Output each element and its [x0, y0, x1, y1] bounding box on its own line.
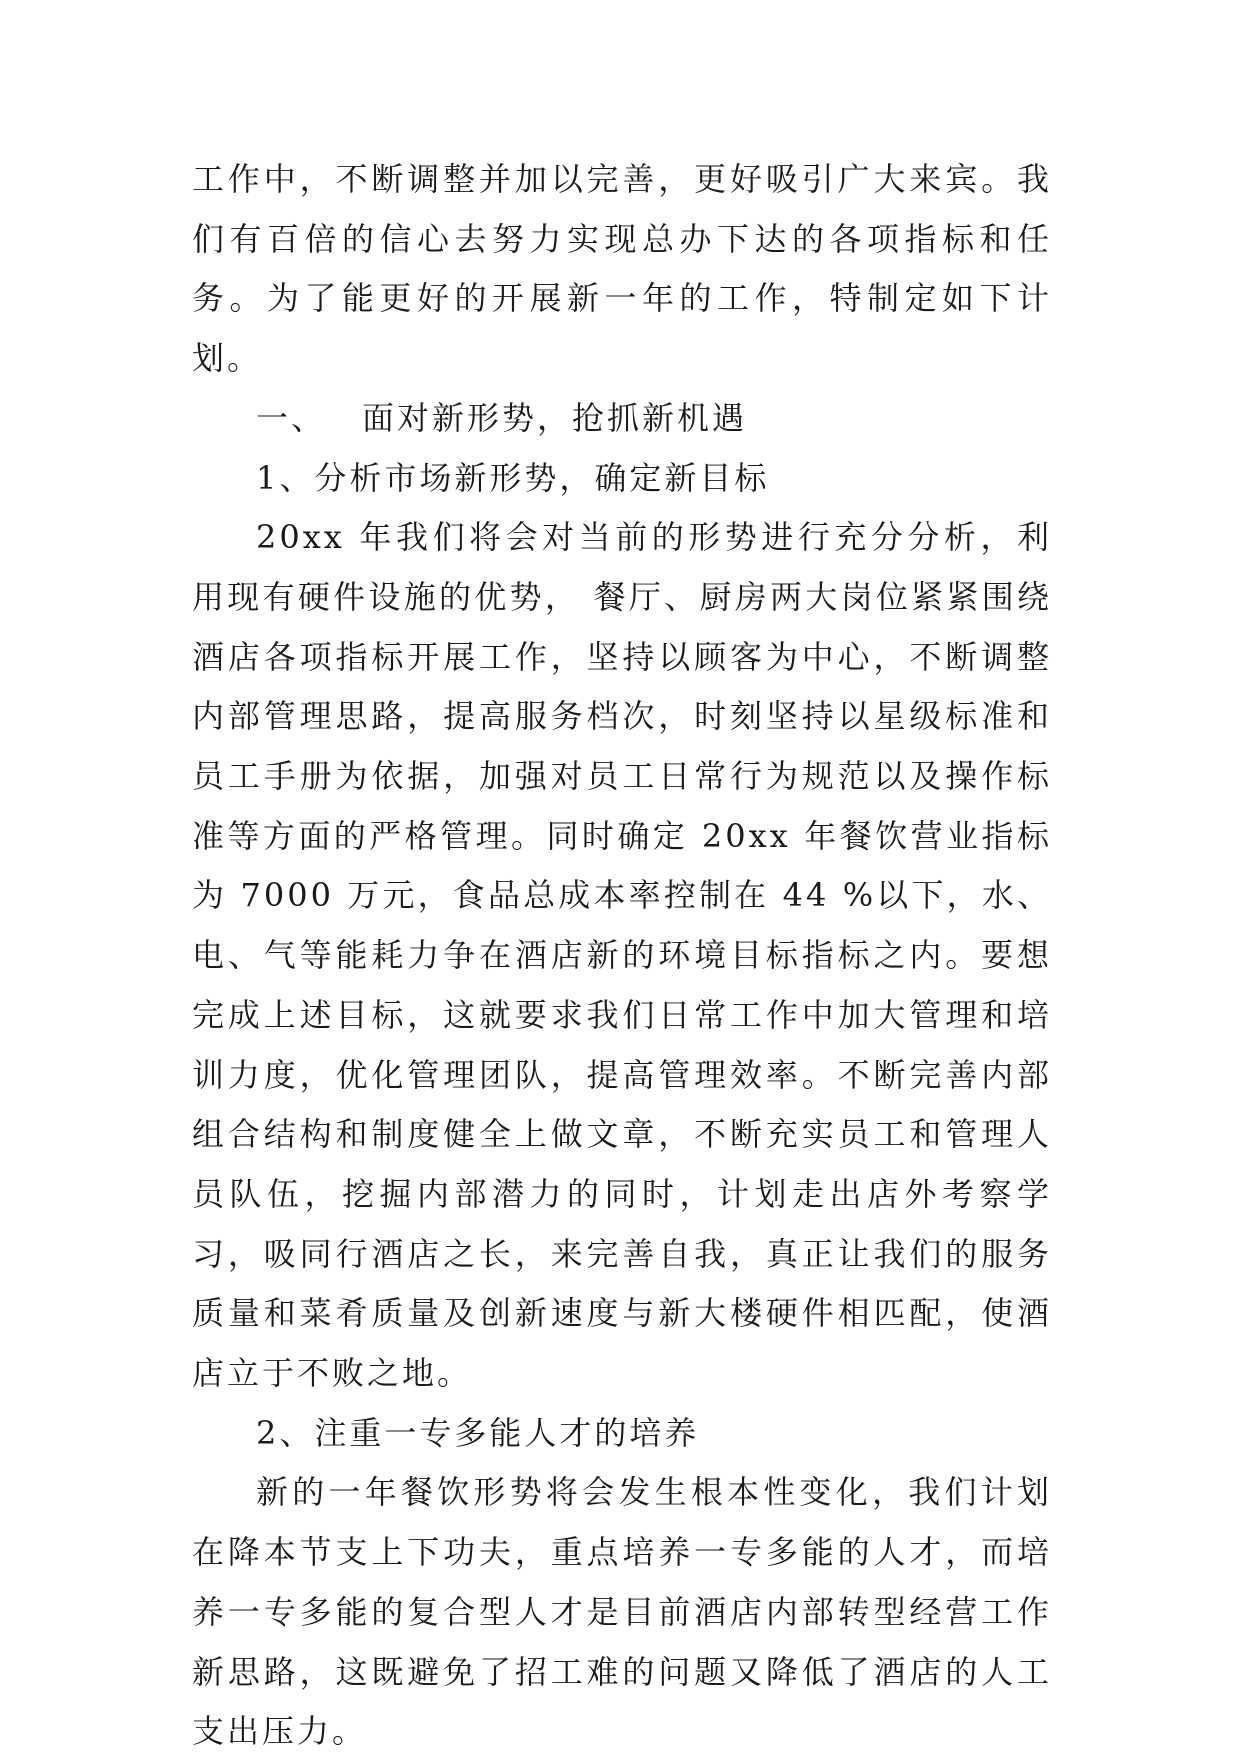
section-heading-1	[192, 389, 1052, 449]
document-body	[192, 150, 1052, 1762]
body-paragraph-market: 20xx 年我们将会对当前的形势进行充分分析，利用现有硬件设施的优势， 餐厅、厨房两大岗位紧紧围绕酒店各项指标开展工作，坚持以顾客为中心，不断调整内部管理思路，提高服务档次，时刻坚持以星级标准和员工手册为依据，加强对员工日常行为规范以及操作标准等方面的严格管理。同时确定 20xx 年餐饮营业指标为 7000 万元，食品总成本率控制在 44 %以下，水、电、气等能耗力争在酒店新的环境目标指标之内。要想完成上述目标，这就要求我们日常工作中加大管理和培训力度，优化管理团队，提高管理效率。不断完善内部组合结构和制度健全上做文章，不断充实员工和管理人员队伍，挖掘内部潜力的同时，计划走出店外考察学习，吸同行酒店之长，来完善自我，真正让我们的服务质量和菜肴质量及创新速度与新大楼硬件相匹配，使酒店立于不败之地。	[192, 518, 1052, 1393]
body-paragraph-intro: 工作中，不断调整并加以完善，更好吸引广大来宾。我们有百倍的信心去努力实现总办下达的各项指标和任务。为了能更好的开展新一年的工作，特制定如下计划。	[192, 160, 1052, 378]
subsection-heading-1: 1、分析市场新形势，确定新目标	[256, 458, 770, 497]
body-paragraph-talent: 新的一年餐饮形势将会发生根本性变化，我们计划在降本节支上下功夫，重点培养一专多能的人才，而培养一专多能的复合型人才是目前酒店内部转型经营工作新思路，这既避免了招工难的问题又降低了酒店的人工支出压力。	[192, 1473, 1052, 1751]
section-title: 面对新形势，抢抓新机遇	[362, 398, 748, 437]
subsection-heading-2: 2、注重一专多能人才的培养	[256, 1413, 700, 1452]
section-number: 一、	[256, 398, 327, 437]
